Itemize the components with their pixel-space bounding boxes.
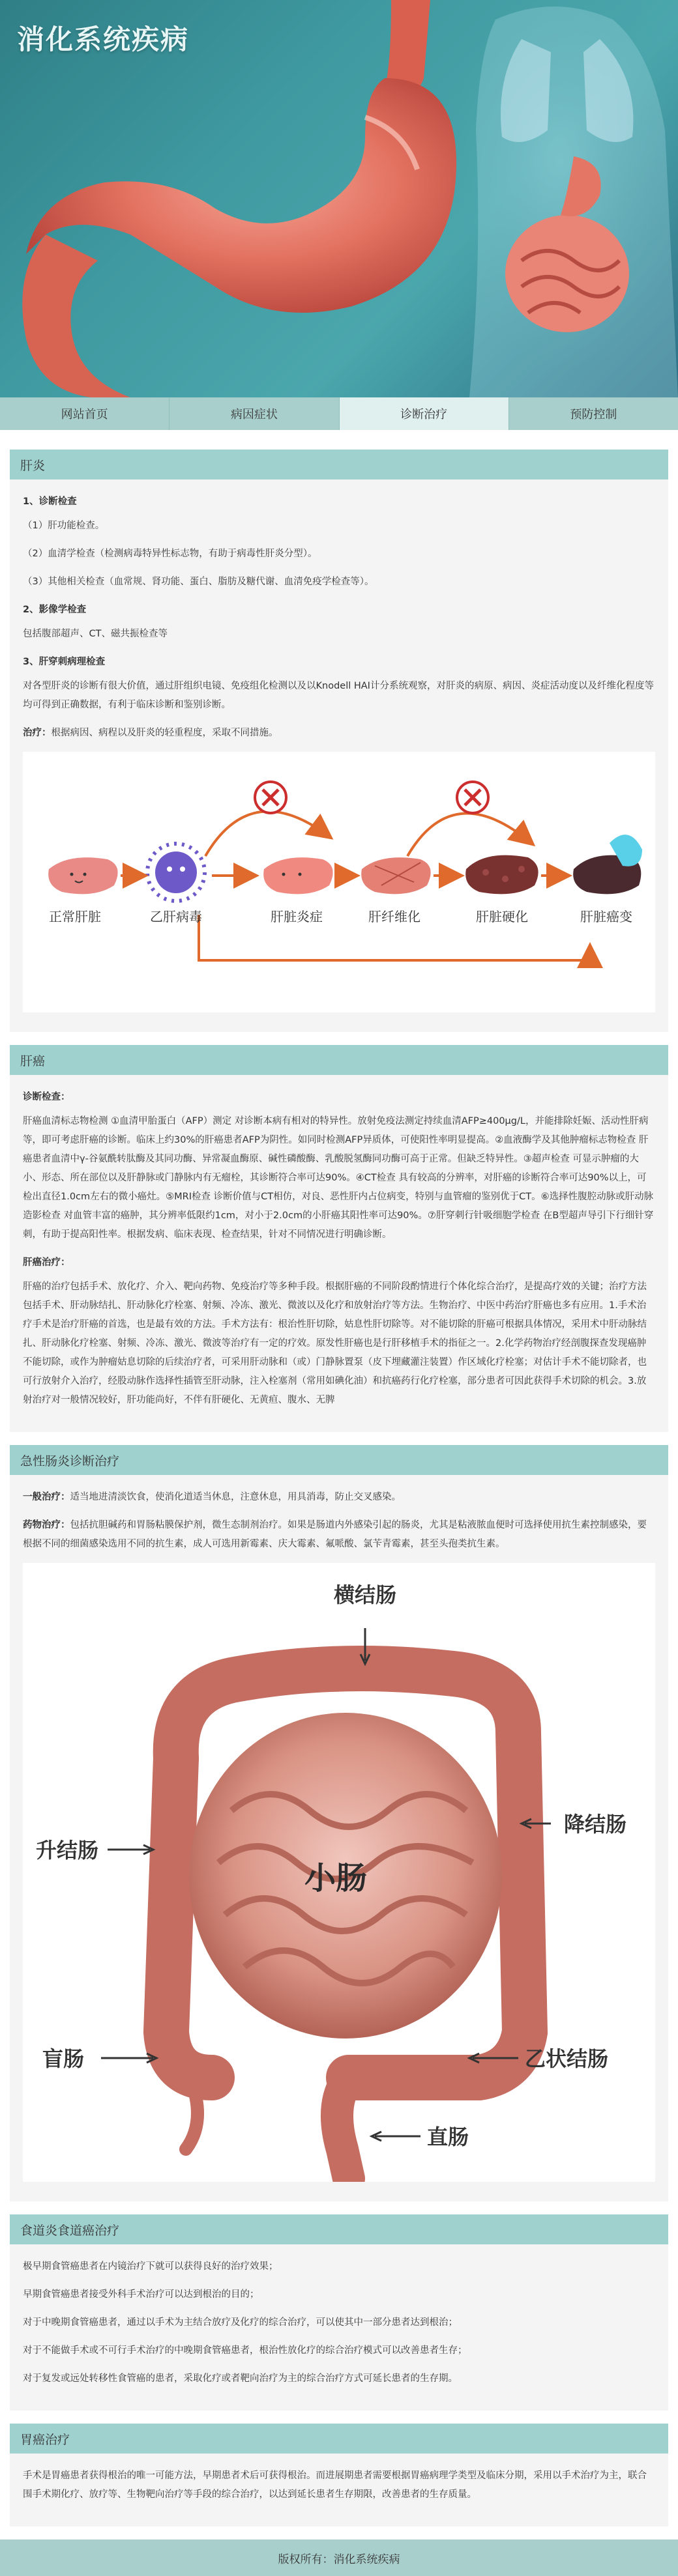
blocked-icon — [457, 782, 488, 813]
main-nav — [0, 397, 678, 430]
anatomy-label: 横结肠 — [333, 1582, 397, 1607]
paragraph — [23, 724, 655, 743]
paragraph: 对于中晚期食管癌患者，通过以手术为主结合放疗及化疗的综合治疗，可以使其中一部分患者达到根治； — [23, 2317, 458, 2328]
paragraph: 对于复发或远处转移性食管癌的患者，采取化疗或者靶向治疗为主的综合治疗方式可延长患者的生存期。 — [23, 2373, 458, 2384]
intestine-diagram — [23, 1563, 655, 2182]
stage-label: 肝脏炎症 — [271, 909, 323, 924]
banner-illustration — [0, 0, 678, 397]
section-title: 肝癌 — [10, 1045, 668, 1075]
treatment-label: 治疗： — [23, 728, 52, 738]
section-title: 急性肠炎诊断治疗 — [10, 1445, 668, 1475]
banner — [0, 0, 678, 397]
paragraph — [23, 1488, 655, 1507]
intestine-figure — [23, 1563, 655, 2182]
anatomy-label: 盲肠 — [42, 2046, 85, 2071]
paragraph: （2）血清学检查（检测病毒特异性标志物，有助于病毒性肝炎分型）。 — [23, 549, 317, 559]
nav-item-prevention[interactable]: 预防控制 — [570, 408, 617, 422]
liver-progression-diagram — [23, 752, 655, 1012]
anatomy-label: 小肠 — [304, 1860, 368, 1896]
inline-text: 包括抗胆碱药和胃肠粘膜保护剂，微生态制剂治疗。如果是肠道内外感染引起的肠炎，尤其是粘液脓血便时可选择使用抗生素控制感染，要根据不同的细菌感染选用不同的抗生素，成人可选用新霉素、庆大霉素、氟哌酸、氯苄青霉素，甚至头孢类抗生素。 — [23, 1520, 647, 1549]
paragraph: 肝癌的治疗包括手术、放化疗、介入、靶向药物、免疫治疗等多种手段。根据肝癌的不同阶段酌情进行个体化综合治疗，是提高疗效的关键；治疗方法包括手术、肝动脉结扎、肝动脉化疗栓塞、射频、冷冻、激光、微波以及化疗和放射治疗等方法。生物治疗、中医中药治疗肝癌也多有应用。1.手术治疗手术是治疗肝癌的首选，也是最有效的方法。手术方法有：根治性肝切除，姑息性肝切除等。对不能切除的肝癌可根据具体情况，采用术中肝动脉结扎、肝动脉化疗栓塞、射频、冷冻、激光、微波等治疗有一定的疗效。原发性肝癌也是行肝移植手术的指征之一。2.化学药物治疗经剖腹探查发现癌肿不能切除，或作为肿瘤姑息切除的后续治疗者，可采用肝动脉和（或）门静脉置泵（皮下埋藏灌注装置）作区域化疗栓塞；对估计手术不能切除者，也可行放射介入治疗，经股动脉作选择性插管至肝动脉，注入栓塞剂（常用如碘化油）和抗癌药行化疗栓塞，部分患者可因此获得手术切除的机会。3.放射治疗对一般情况较好，肝功能尚好，不伴有肝硬化、无黄疸、腹水、无脾 — [23, 1281, 647, 1405]
inline-label: 一般治疗： — [23, 1492, 70, 1502]
paragraph: （3）其他相关检查（血常规、肾功能、蛋白、脂肪及糖代谢、血清免疫学检查等）。 — [23, 577, 374, 587]
virus-icon — [147, 844, 205, 901]
liver-progression-figure — [23, 752, 655, 1012]
section-body — [10, 2244, 668, 2411]
anatomy-label: 升结肠 — [36, 1838, 99, 1863]
section-stomach-cancer — [10, 2424, 668, 2526]
paragraph: （1）肝功能检查。 — [23, 521, 105, 531]
banner-title: 消化系统疾病 — [17, 23, 190, 55]
paragraph: 对于不能做手术或不可行手术治疗的中晚期食管癌患者，根治性放化疗的综合治疗模式可以改善患者生存； — [23, 2345, 467, 2356]
paragraph: 对各型肝炎的诊断有很大价值，通过肝组织电镜、免疫组化检测以及以Knodell HAI计分系统观察，对肝炎的病原、病因、炎症活动度以及纤维化程度等均可得到正确数据，有利于临床诊断和鉴别诊断。 — [23, 681, 654, 710]
paragraph: 肝癌血清标志物检测 ①血清甲胎蛋白（AFP）测定 对诊断本病有相对的特异性。放射免疫法测定持续血清AFP≥400μg/L，并能排除妊娠、活动性肝病等，即可考虑肝癌的诊断。临床上约30%的肝癌患者AFP为阴性。如同时检测AFP异质体，可使阳性率明显提高。②血液酶学及其他肿瘤标志物检查 肝癌患者血清中γ-谷氨酰转肽酶及其同功酶、异常凝血酶原、碱性磷酸酶、乳酸脱氢酶同功酶可高于正常。但缺乏特异性。③超声检查 可显示肿瘤的大小、形态、所在部位以及肝静脉或门静脉内有无瘤栓，其诊断符合率可达90%。④CT检查 具有较高的分辨率，对肝癌的诊断符合率可达90%以上，可检出直径1.0cm左右的微小癌灶。⑤MRI检查 诊断价值与CT相仿，对良、恶性肝内占位病变，特别与血管瘤的鉴别优于CT。⑥选择性腹腔动脉或肝动脉造影检查 对血管丰富的癌肿，其分辨率低限约1cm，对小于2.0cm的小肝癌其阳性率可达90%。⑦肝穿刺行针吸细胞学检查 在B型超声导引下行细针穿刺，有助于提高阳性率。根据发病、临床表现、检查结果，针对不同情况进行明确诊断。 — [23, 1116, 654, 1240]
paragraph: 早期食管癌患者接受外科手术治疗可以达到根治的目的； — [23, 2289, 259, 2300]
subheading: 1、诊断检查 — [23, 496, 77, 507]
cancer-liver-icon — [573, 835, 642, 894]
inline-label: 药物治疗： — [23, 1520, 70, 1530]
treatment-text: 根据病因、病程以及肝炎的轻重程度，采取不同措施。 — [51, 728, 278, 738]
footer: 版权所有：消化系统疾病 — [0, 2540, 678, 2576]
inline-text: 适当地进清淡饮食，使消化道适当休息，注意休息，用具消毒，防止交叉感染。 — [70, 1492, 401, 1502]
cirrhosis-liver-icon — [465, 855, 538, 894]
stage-label: 肝纤维化 — [368, 909, 420, 924]
section-body — [10, 1475, 668, 2201]
section-esophageal — [10, 2214, 668, 2411]
section-title: 肝炎 — [10, 450, 668, 479]
spacer — [0, 430, 678, 450]
anatomy-label: 直肠 — [427, 2125, 469, 2149]
section-body — [10, 1075, 668, 1432]
paragraph — [23, 1516, 655, 1554]
nav-item-diagnosis[interactable]: 诊断治疗 — [340, 397, 509, 430]
section-liver-cancer — [10, 1045, 668, 1432]
section-title: 胃癌治疗 — [10, 2424, 668, 2454]
subheading: 3、肝穿刺病理检查 — [23, 657, 106, 667]
stage-label: 乙肝病毒 — [150, 909, 202, 924]
subheading: 诊断检查： — [23, 1092, 70, 1102]
section-hepatitis — [10, 450, 668, 1032]
fibrosis-liver-icon — [361, 857, 430, 894]
subheading: 2、影像学检查 — [23, 605, 87, 615]
stage-label: 肝脏癌变 — [580, 909, 632, 924]
subheading: 肝癌治疗： — [23, 1257, 70, 1268]
paragraph: 包括腹部超声、CT、磁共振检查等 — [23, 629, 168, 639]
inflamed-liver-icon — [263, 857, 332, 894]
anatomy-label: 乙状结肠 — [525, 2046, 609, 2071]
blocked-icon — [255, 782, 286, 813]
paragraph: 极早期食管癌患者在内镜治疗下就可以获得良好的治疗效果； — [23, 2261, 278, 2272]
section-title: 食道炎食道癌治疗 — [10, 2214, 668, 2244]
paragraph: 手术是胃癌患者获得根治的唯一可能方法，早期患者术后可获得根治。而进展期患者需要根据胃癌病理学类型及临床分期，采用以手术治疗为主，联合围手术期化疗、放疗等、生物靶向治疗等手段的综合治疗，以达到延长患者生存期限，改善患者的生存质量。 — [23, 2470, 647, 2500]
nav-item-home[interactable]: 网站首页 — [0, 397, 170, 430]
normal-liver-icon — [48, 857, 117, 894]
nav-item-causes[interactable]: 病因症状 — [170, 397, 339, 430]
stage-label: 正常肝脏 — [49, 909, 101, 924]
stage-label: 肝脏硬化 — [476, 909, 528, 924]
section-enteritis — [10, 1445, 668, 2201]
anatomy-label: 降结肠 — [564, 1812, 627, 1837]
section-body — [10, 2454, 668, 2526]
section-body — [10, 479, 668, 1032]
